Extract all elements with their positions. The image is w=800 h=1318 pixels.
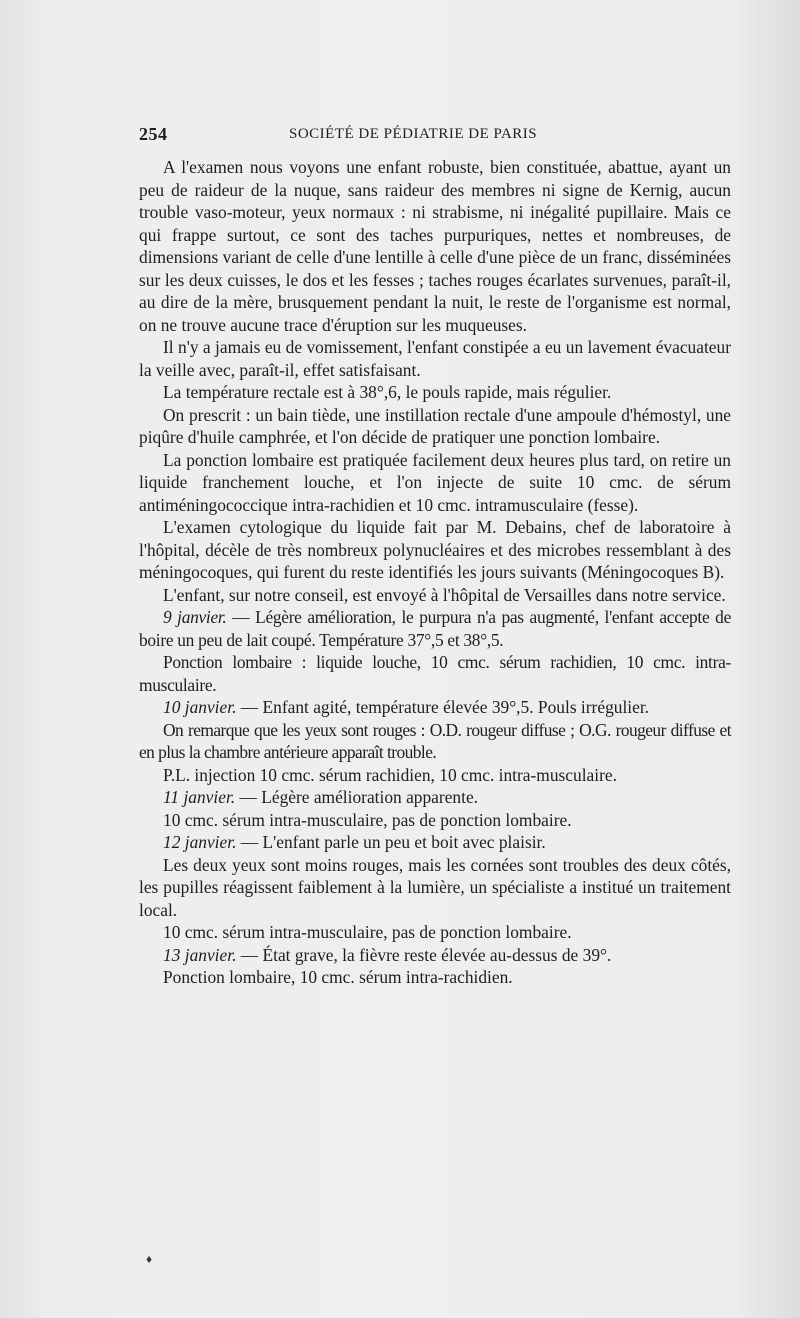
paragraph: Ponction lombaire, 10 cmc. sérum intra-rachidien.	[163, 967, 513, 987]
paragraph: P.L. injection 10 cmc. sérum rachidien, 10 cmc. intra-musculaire.	[163, 764, 617, 785]
paragraph: 12 janvier. — L'enfant parle un peu et boit avec plaisir.	[163, 832, 546, 852]
paragraph: A l'examen nous voyons une enfant robuste, bien constituée, abattue, ayant un peu de raideur de la nuque, sans raideur des membres ni signe de Kernig, aucun trouble vaso-moteur, yeux normaux : ni strabisme, ni inégalité pupillaire. Mais ce qui frappe surtout, ce sont des taches purpuriques, nettes et nombreuses, de dimensions variant de celle d'une lentille à celle d'une pièce de un franc, disséminées sur les deux cuisses, le dos et les fesses ; taches rouges écarlates survenues, paraît-il, au dire de la mère, brusquement pendant la nuit, le reste de l'organisme est normal, on ne trouve aucune trace d'éruption sur les muqueuses.	[139, 157, 731, 335]
paragraph: On remarque que les yeux sont rouges : O.D. rougeur diffuse ; O.G. rougeur diffuse et en plus la chambre antérieure apparaît trouble.	[139, 719, 731, 762]
paragraph: Les deux yeux sont moins rouges, mais les cornées sont troubles des deux côtés, les pupilles réagissent faiblement à la lumière, un spécialiste a institué un traitement local.	[139, 854, 731, 920]
paragraph: 9 janvier. — Légère amélioration, le purpura n'a pas augmenté, l'enfant accepte de boire un peu de lait coupé. Température 37°,5 et 38°,5.	[139, 607, 731, 650]
page-number: 254	[139, 124, 168, 144]
printer-mark: ♦	[146, 1252, 153, 1266]
entry-date: 11 janvier.	[163, 787, 236, 807]
paragraph: La ponction lombaire est pratiquée facilement deux heures plus tard, on retire un liquide franchement louche, et l'on injecte de suite 10 cmc. de sérum antiméningococcique intra-rachidien et 10 cmc. intramusculaire (fesse).	[139, 449, 731, 515]
paragraph: 13 janvier. — État grave, la fièvre reste élevée au-dessus de 39°.	[163, 944, 612, 965]
paragraph: Ponction lombaire : liquide louche, 10 cmc. sérum rachidien, 10 cmc. intra-musculaire.	[139, 652, 731, 695]
entry-date: 10 janvier.	[163, 697, 237, 717]
paragraph: On prescrit : un bain tiède, une instillation rectale d'une ampoule d'hémostyl, une piqûre d'huile camphrée, et l'on décide de pratiquer une ponction lombaire.	[139, 404, 731, 447]
running-title: SOCIÉTÉ DE PÉDIATRIE DE PARIS	[289, 126, 538, 142]
paragraph: La température rectale est à 38°,6, le pouls rapide, mais régulier.	[163, 382, 612, 402]
paragraph: Il n'y a jamais eu de vomissement, l'enfant constipée a eu un lavement évacuateur la veille avec, paraît-il, effet satisfaisant.	[139, 337, 731, 380]
paragraph: 10 cmc. sérum intra-musculaire, pas de ponction lombaire.	[163, 809, 572, 830]
paragraph: L'examen cytologique du liquide fait par M. Debains, chef de laboratoire à l'hôpital, décèle de très nombreux polynucléaires et des microbes ressemblant à des méningocoques, qui furent du reste identifiés les jours suivants (Méningocoques B).	[139, 517, 731, 582]
paragraph: 10 janvier. — Enfant agité, température élevée 39°,5. Pouls irrégulier.	[163, 697, 650, 717]
body-text	[139, 156, 731, 989]
entry-date: 12 janvier.	[163, 832, 237, 852]
entry-date: 13 janvier.	[163, 944, 237, 965]
paragraph: 10 cmc. sérum intra-musculaire, pas de ponction lombaire.	[163, 922, 572, 942]
entry-date: 9 janvier.	[163, 607, 227, 627]
paragraph: L'enfant, sur notre conseil, est envoyé à l'hôpital de Versailles dans notre service.	[163, 584, 726, 605]
running-header	[139, 124, 731, 146]
paragraph: 11 janvier. — Légère amélioration apparente.	[163, 787, 479, 807]
